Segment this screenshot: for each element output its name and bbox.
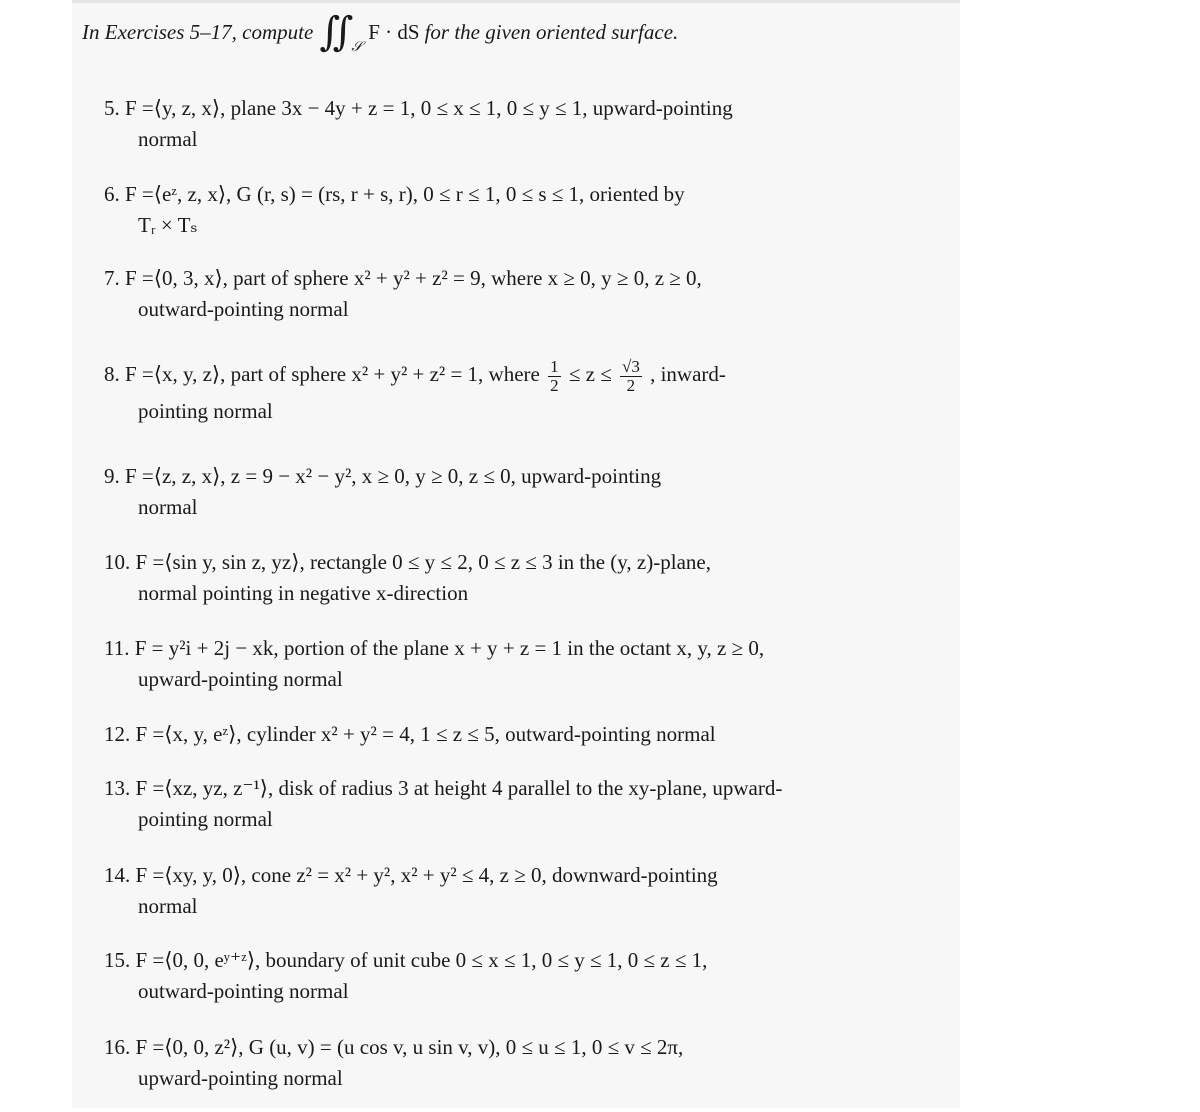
- exercise-continuation: Tᵣ × Tₛ: [138, 213, 198, 237]
- exercise-6: [104, 179, 944, 241]
- fraction-root3-over-2: [620, 358, 642, 395]
- fraction-denominator: 2: [626, 375, 636, 395]
- exercise-text: F =⟨0, 0, eʸ⁺ᶻ⟩, boundary of unit cube 0 ≤ x ≤ 1, 0 ≤ y ≤ 1, 0 ≤ z ≤ 1,: [135, 948, 708, 972]
- exercise-14: [104, 860, 944, 922]
- fraction-denominator: 2: [550, 375, 559, 395]
- exercise-9: [104, 461, 944, 523]
- top-divider: [72, 0, 960, 3]
- exercise-text: F =⟨x, y, eᶻ⟩, cylinder x² + y² = 4, 1 ≤ z ≤ 5, outward-pointing normal: [135, 722, 716, 746]
- exercise-continuation: normal: [138, 894, 198, 918]
- surface-integral-symbol: [319, 9, 363, 55]
- exercise-continuation: normal: [138, 127, 198, 151]
- exercise-text: F =⟨y, z, x⟩, plane 3x − 4y + z = 1, 0 ≤ x ≤ 1, 0 ≤ y ≤ 1, upward-pointing: [125, 96, 733, 120]
- surface-subscript: 𝒮: [351, 40, 363, 55]
- exercise-11: [104, 633, 944, 695]
- field-ds: F · dS: [368, 19, 420, 44]
- exercise-7: [104, 263, 944, 325]
- exercise-number: 14.: [104, 863, 131, 887]
- fraction-numerator: √3: [621, 356, 640, 376]
- exercise-text: F =⟨z, z, x⟩, z = 9 − x² − y², x ≥ 0, y ≥ 0, z ≤ 0, upward-pointing: [125, 464, 662, 488]
- exercise-continuation: normal: [138, 495, 198, 519]
- exercise-12: [104, 719, 944, 750]
- intro-suffix: for the given oriented surface.: [424, 19, 679, 44]
- exercise-text: F =⟨xy, y, 0⟩, cone z² = x² + y², x² + y² ≤ 4, z ≥ 0, downward-pointing: [135, 863, 718, 887]
- fraction-one-half: [548, 358, 561, 395]
- exercise-number: 7.: [104, 266, 120, 290]
- exercise-continuation: outward-pointing normal: [138, 979, 349, 1003]
- exercise-number: 12.: [104, 722, 131, 746]
- exercise-number: 9.: [104, 464, 120, 488]
- exercise-number: 5.: [104, 96, 120, 120]
- exercise-number: 10.: [104, 550, 131, 574]
- exercise-number: 16.: [104, 1035, 131, 1059]
- double-integral-sign: ∬: [319, 9, 340, 54]
- exercise-text: F =⟨eᶻ, z, x⟩, G (r, s) = (rs, r + s, r), 0 ≤ r ≤ 1, 0 ≤ s ≤ 1, oriented by: [125, 182, 685, 206]
- exercise-continuation: outward-pointing normal: [138, 297, 349, 321]
- exercise-continuation: upward-pointing normal: [138, 1066, 343, 1090]
- exercise-number: 8.: [104, 362, 120, 386]
- exercise-text: F =⟨x, y, z⟩, part of sphere x² + y² + z² = 1, where: [125, 362, 540, 386]
- exercise-number: 13.: [104, 776, 131, 800]
- exercise-number: 11.: [104, 636, 130, 660]
- exercise-text: F =⟨xz, yz, z⁻¹⟩, disk of radius 3 at height 4 parallel to the xy-plane, upward-: [135, 776, 783, 800]
- exercise-number: 6.: [104, 182, 120, 206]
- exercise-text: ≤ z ≤: [568, 362, 612, 386]
- exercise-continuation: normal pointing in negative x-direction: [138, 581, 469, 605]
- exercise-number: 15.: [104, 948, 131, 972]
- exercise-10: [104, 547, 944, 609]
- exercise-5: [104, 93, 944, 155]
- exercise-text: , inward-: [650, 362, 726, 386]
- exercise-text: F =⟨0, 3, x⟩, part of sphere x² + y² + z² = 9, where x ≥ 0, y ≥ 0, z ≥ 0,: [125, 266, 702, 290]
- exercise-16: [104, 1032, 944, 1094]
- exercise-13: [104, 773, 944, 835]
- exercise-continuation: pointing normal: [138, 807, 273, 831]
- exercise-text: F =⟨sin y, sin z, yz⟩, rectangle 0 ≤ y ≤ 2, 0 ≤ z ≤ 3 in the (y, z)-plane,: [135, 550, 711, 574]
- exercise-15: [104, 945, 944, 1007]
- exercise-text: F = y²i + 2j − xk, portion of the plane x + y + z = 1 in the octant x, y, z ≥ 0,: [134, 636, 765, 660]
- exercise-8: [104, 352, 944, 427]
- exercise-continuation: pointing normal: [138, 399, 273, 423]
- exercise-intro: [82, 9, 679, 55]
- fraction-numerator: 1: [550, 356, 559, 376]
- intro-prefix: In Exercises 5–17, compute: [82, 19, 314, 44]
- exercise-continuation: upward-pointing normal: [138, 667, 343, 691]
- exercise-text: F =⟨0, 0, z²⟩, G (u, v) = (u cos v, u sin v, v), 0 ≤ u ≤ 1, 0 ≤ v ≤ 2π,: [135, 1035, 684, 1059]
